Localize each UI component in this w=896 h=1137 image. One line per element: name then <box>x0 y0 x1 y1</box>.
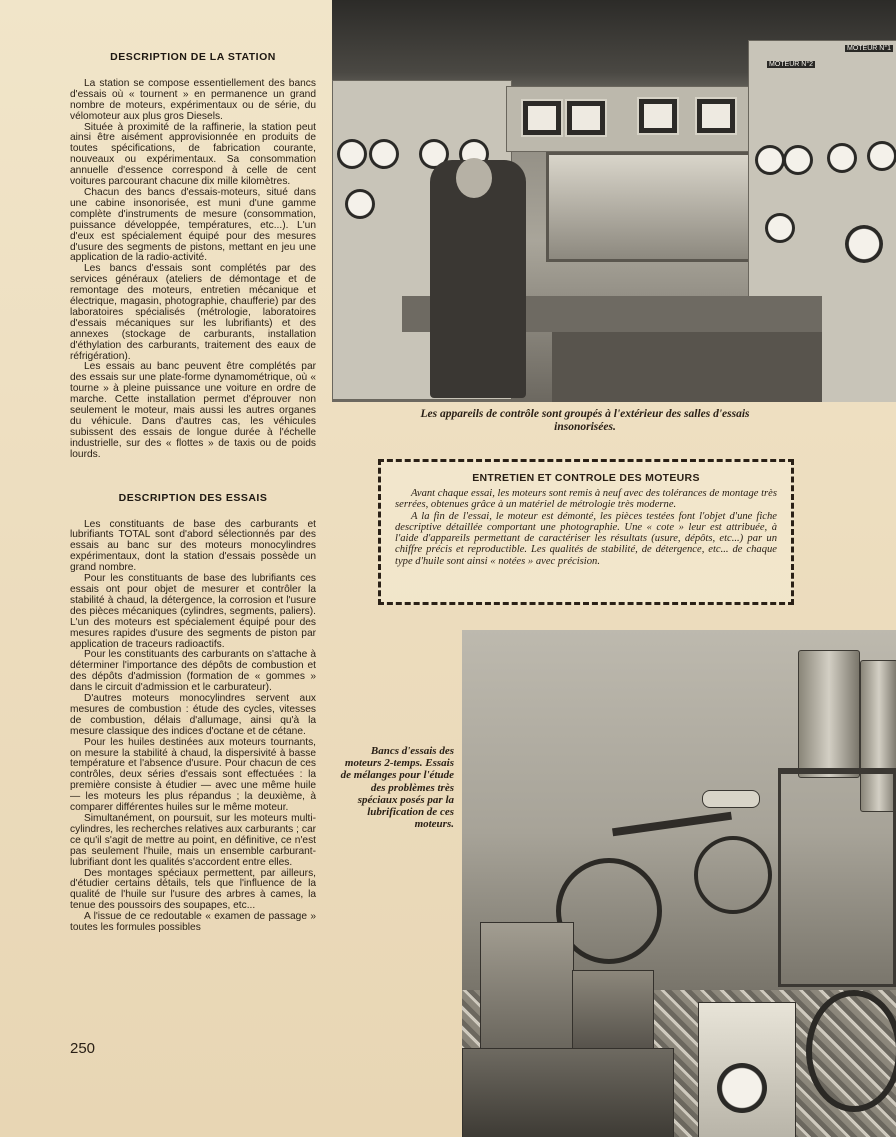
gauge-icon <box>827 143 857 173</box>
station-paragraph-4: Les bancs d'essais sont complétés par des services généraux (ateliers de démontage et de remontage des moteurs, entretien mécanique et électrique, magasin, photographie, chaufferie) par des laboratoires spécialisés (métrologie, laboratoires d'essais mécaniques sur les lubrifiants) et des annexes (stockage de carburants, installation d'éthylation des carburants, traitement des eaux de réfrigération). <box>70 263 316 362</box>
gauge-icon <box>845 225 883 263</box>
gauge-icon <box>345 189 375 219</box>
desk-base <box>552 332 822 402</box>
section-spacer <box>70 461 316 479</box>
gauge-icon <box>783 145 813 175</box>
station-paragraph-2: Située à proximité de la raffinerie, la station peut ainsi être aisément approvisionnée en produits de toutes spécifications, de fabrication courante, nouveaux ou expérimentaux. Sa consommation annuelle d'essence correspond à celle de cent voitures parcourant chacune dix mille kilomètres. <box>70 121 316 188</box>
station-heading: DESCRIPTION DE LA STATION <box>110 51 276 63</box>
gauge-icon <box>369 139 399 169</box>
gauge-icon <box>765 213 795 243</box>
essais-paragraph-8: A l'issue de ce redoutable « examen de passage » toutes les formules possibles <box>70 911 316 934</box>
meter-icon <box>637 97 679 135</box>
gauge-icon <box>337 139 367 169</box>
meter-icon <box>565 99 607 137</box>
essais-paragraph-7: Des montages spéciaux permettent, par ailleurs, d'étudier certains détails, tels que l'influence de la qualité de l'huile sur l'usure des arbres à cames, la tenue des poussoirs des soupapes, etc... <box>70 867 316 912</box>
moped-wheel <box>806 990 896 1112</box>
inset-title: ENTRETIEN ET CONTROLE DES MOTEURS <box>472 472 700 484</box>
essais-paragraph-3: Pour les constituants des carburants on s'attache à déterminer l'importance des dépôts de combustion et des dépôts d'admission (formation de « gommes » dans le circuit d'admission et le carburateur). <box>70 649 316 694</box>
essais-paragraph-6: Simultanément, on poursuit, sur les moteurs multi-cylindres, les recherches relatives aux carburants ; car ce qu'il s'agit de mettre au point, en définitive, ce n'est pas seulement l'huile, mais un ensemble carburant-lubrifiant dont les qualités s'accordent entre elles. <box>70 813 316 868</box>
meter-icon <box>521 99 563 137</box>
essais-paragraph-1: Les constituants de base des carburants et lubrifiants TOTAL sont d'abord sélectionnés par des essais au banc sur des moteurs monocylindres expérimentaux, dont la station d'essais possède un grand nombre. <box>70 518 316 574</box>
caption-two-stroke: Bancs d'essais des moteurs 2-temps. Essais de mélanges pour l'étude des problèmes très spéciaux posés par la lubrification de ces moteurs. <box>340 745 454 831</box>
steel-rack <box>778 768 896 987</box>
caption-control-room: Les appareils de contrôle sont groupés à l'extérieur des salles d'essais insonorisées. <box>420 408 750 433</box>
inset-paragraph-2: A la fin de l'essai, le moteur est démonté, les pièces testées font l'objet d'une fiche descriptive détaillée comportant une photographie. Une « cote » leur est attribuée, à l'aide d'appareils permettant de caractériser les résultats (usure, dépôts, etc...) par un chiffre précis et reproductible. Les qualités de stabilité, de détergence, etc... de chaque type d'huile sont ainsi « notées » avec précision. <box>395 510 777 567</box>
technician-head <box>456 158 492 198</box>
control-cabinet <box>698 1002 796 1137</box>
gauge-icon <box>867 141 896 171</box>
moped-frame <box>612 812 732 837</box>
dynamometer <box>572 970 654 1052</box>
station-paragraph-1: La station se compose essentiellement des bancs d'essais où « tournent » en permanence un grand nombre de moteurs, expérimentaux ou de série, du vélomoteur aux plus gros Diesels. <box>70 77 316 122</box>
station-paragraph-5: Les essais au banc peuvent être complétés par des essais sur une plate-forme dynamométrique, où « tourne » à pleine puissance une voiture en ordre de marche. Cette installation permet d'éprouver non seulement le moteur, mais aussi les autres organes du véhicule. Dans d'autres cas, les véhicules subissent des essais de longue durée à l'échelle industrielle, sur des « flottes » de taxis ou de poids lourds. <box>70 361 316 460</box>
panel-label-1: MOTEUR N°2 <box>769 61 814 68</box>
control-room-photo <box>332 0 896 402</box>
top-meter-panel <box>506 86 752 152</box>
essais-heading: DESCRIPTION DES ESSAIS <box>118 491 268 504</box>
bench-base <box>462 1048 674 1137</box>
inset-paragraph-1: Avant chaque essai, les moteurs sont remis à neuf avec des tolérances de montage très serrées, obtenues grâce à un matériel de métrologie très moderne. <box>395 488 777 511</box>
test-cell-window <box>546 152 754 262</box>
inset-box <box>378 459 794 605</box>
page-number: 250 <box>70 1040 96 1057</box>
moped-seat <box>702 790 760 808</box>
panel-label-2: MOTEUR N°1 <box>847 45 892 52</box>
essais-paragraph-4: D'autres moteurs monocylindres servent aux mesures de combustion : étude des cycles, vitesses de combustion, délais d'allumage, ainsi qu'à la mesure classique des indices d'octane et de cétane. <box>70 693 316 737</box>
test-bench-machine <box>480 922 574 1050</box>
station-paragraph-3: Chacun des bancs d'essais-moteurs, situé dans une cabine insonorisée, est muni d'une gamme complète d'instruments de mesure (consommation, puissance développée, températures, etc...). L'un d'eux est spécialement équipé pour des mesures d'usure des segments de pistons, mettant en jeu une application de la radio-activité. <box>70 186 316 264</box>
left-column <box>70 52 316 934</box>
gauge-icon <box>755 145 785 175</box>
meter-icon <box>695 97 737 135</box>
gauge-icon <box>717 1063 767 1113</box>
essais-paragraph-5: Pour les huiles destinées aux moteurs tournants, on mesure la stabilité à chaud, la dispersivité à basse température et l'absence d'usure. Pour chacun de ces contrôles, deux séries d'essais sont effectuées : la première consiste à étudier — avec une même huile — les moteurs les plus répandus ; la deuxième, à comparer différentes huiles sur le même moteur. <box>70 736 316 814</box>
essais-paragraph-2: Pour les constituants de base des lubrifiants ces essais ont pour objet de mesurer et contrôler la stabilité à chaud, la détergence, la corrosion et l'usure des pièces mécaniques (cylindres, segments, paliers). L'un des moteurs est spécialement équipé pour des mesures rapides d'usure des segments de piston par application de traceurs radioactifs. <box>70 573 316 650</box>
moped-wheel <box>694 836 772 914</box>
two-stroke-bench-photo <box>462 630 896 1137</box>
fuel-tank <box>798 650 860 778</box>
